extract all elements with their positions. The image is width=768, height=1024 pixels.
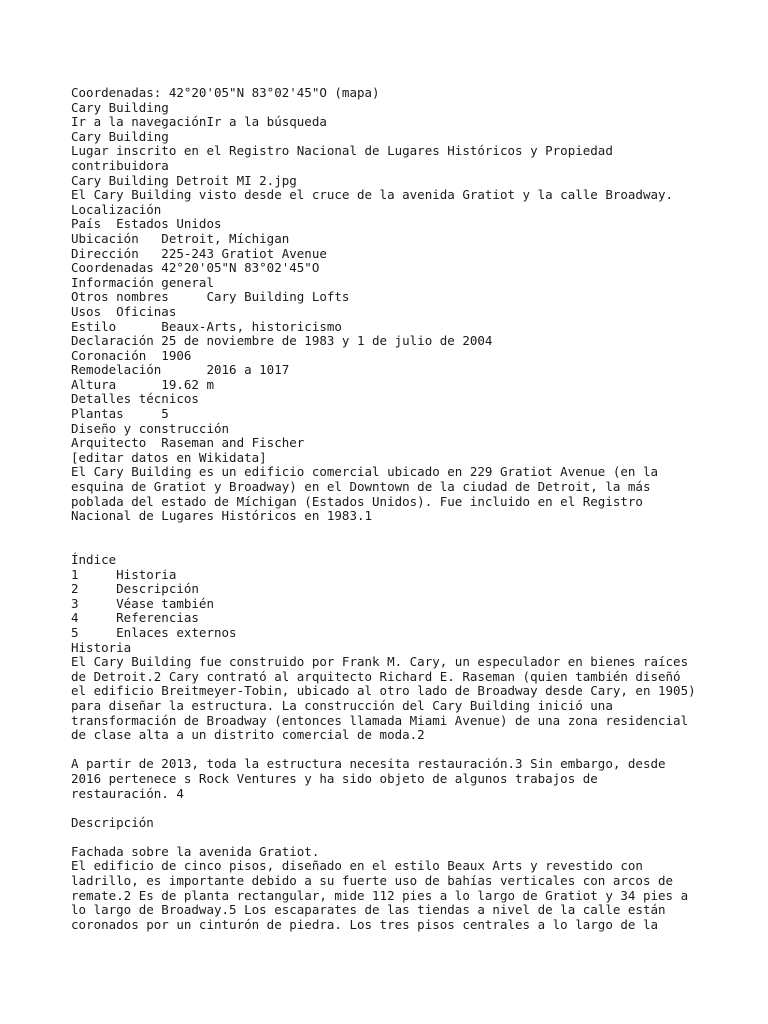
text-line: coronados por un cinturón de piedra. Los tres pisos centrales a lo largo de la [71,916,658,932]
text-line: Altura 19.62 m [71,376,214,392]
text-line: 1 Historia [71,566,177,582]
text-line: restauración. 4 [71,785,184,801]
text-line: lo largo de Broadway.5 Los escaparates de las tiendas a nivel de la calle están [71,902,666,918]
text-line: Declaración 25 de noviembre de 1983 y 1 de julio de 2004 [71,333,493,349]
text-line: Lugar inscrito en el Registro Nacional de Lugares Históricos y Propiedad [71,143,613,159]
text-line: 4 Referencias [71,610,199,626]
text-line: 5 Enlaces externos [71,624,237,640]
text-line: Remodelación 2016 a 1017 [71,362,290,378]
text-line: Coronación 1906 [71,347,192,363]
text-line: Cary Building Detroit MI 2.jpg [71,172,297,188]
text-line: El Cary Building es un edificio comercial ubicado en 229 Gratiot Avenue (en la [71,464,658,480]
text-line: poblada del estado de Míchigan (Estados Unidos). Fue incluido en el Registro [71,493,643,509]
text-line: Índice [71,552,117,567]
text-line: Fachada sobre la avenida Gratiot. [71,843,320,859]
text-line: Cary Building [71,128,169,144]
text-line: transformación de Broadway (entonces llamada Miami Avenue) de una zona residencial [71,712,689,728]
text-line: Diseño y construcción [71,420,230,436]
text-line [71,743,751,758]
document-body [71,86,751,932]
text-line: Historia [71,639,132,655]
text-line [71,524,751,539]
text-line: de Detroit.2 Cary contrató al arquitecto Richard E. Raseman (quien también diseñó [71,668,681,684]
text-line: Usos Oficinas [71,303,177,319]
text-line: Estilo Beaux-Arts, historicismo [71,318,342,334]
text-line: 3 Véase también [71,595,214,611]
text-line: El edificio de cinco pisos, diseñado en el estilo Beaux Arts y revestido con [71,858,643,874]
text-line: Arquitecto Raseman and Fischer [71,435,305,451]
text-line: Ir a la navegaciónIr a la búsqueda [71,114,327,130]
text-line: el edificio Breitmeyer-Tobin, ubicado al otro lado de Broadway desde Cary, en 1905) [71,683,696,699]
text-line: 2016 pertenece s Rock Ventures y ha sido objeto de algunos trabajos de [71,770,598,786]
text-line: Nacional de Lugares Históricos en 1983.1 [71,508,373,524]
text-line: Otros nombres Cary Building Lofts [71,289,350,305]
text-line: Dirección 225-243 Gratiot Avenue [71,245,327,261]
text-line: Plantas 5 [71,406,169,422]
text-line: Coordenadas: 42°20'05"N 83°02'45"O (mapa) [71,85,380,100]
text-line: 2 Descripción [71,581,199,597]
text-line: remate.2 Es de planta rectangular, mide 112 pies a lo largo de Gratiot y 34 pies a [71,887,689,903]
text-line: Cary Building [71,99,169,115]
text-line: [editar datos en Wikidata] [71,449,267,465]
text-line: ladrillo, es importante debido a su fuerte uso de bahías verticales con arcos de [71,873,674,889]
text-line: País Estados Unidos [71,216,222,232]
text-line: Detalles técnicos [71,391,199,407]
text-line: A partir de 2013, toda la estructura necesita restauración.3 Sin embargo, desde [71,756,666,772]
text-line: Localización [71,201,162,217]
text-line: El Cary Building visto desde el cruce de la avenida Gratiot y la calle Broadway. [71,187,674,203]
text-line: Ubicación Detroit, Míchigan [71,230,290,246]
text-line: para diseñar la estructura. La construcción del Cary Building inició una [71,697,613,713]
text-line: Información general [71,274,214,290]
text-line: Coordenadas 42°20'05"N 83°02'45"O [71,260,320,276]
text-line: contribuidora [71,157,169,173]
text-line: El Cary Building fue construido por Frank M. Cary, un especulador en bienes raíces [71,654,689,670]
text-line: Descripción [71,814,154,830]
text-line [71,538,751,553]
text-line: esquina de Gratiot y Broadway) en el Downtown de la ciudad de Detroit, la más [71,479,651,495]
text-line [71,801,751,816]
text-line [71,830,751,845]
text-line: de clase alta a un distrito comercial de moda.2 [71,727,425,743]
